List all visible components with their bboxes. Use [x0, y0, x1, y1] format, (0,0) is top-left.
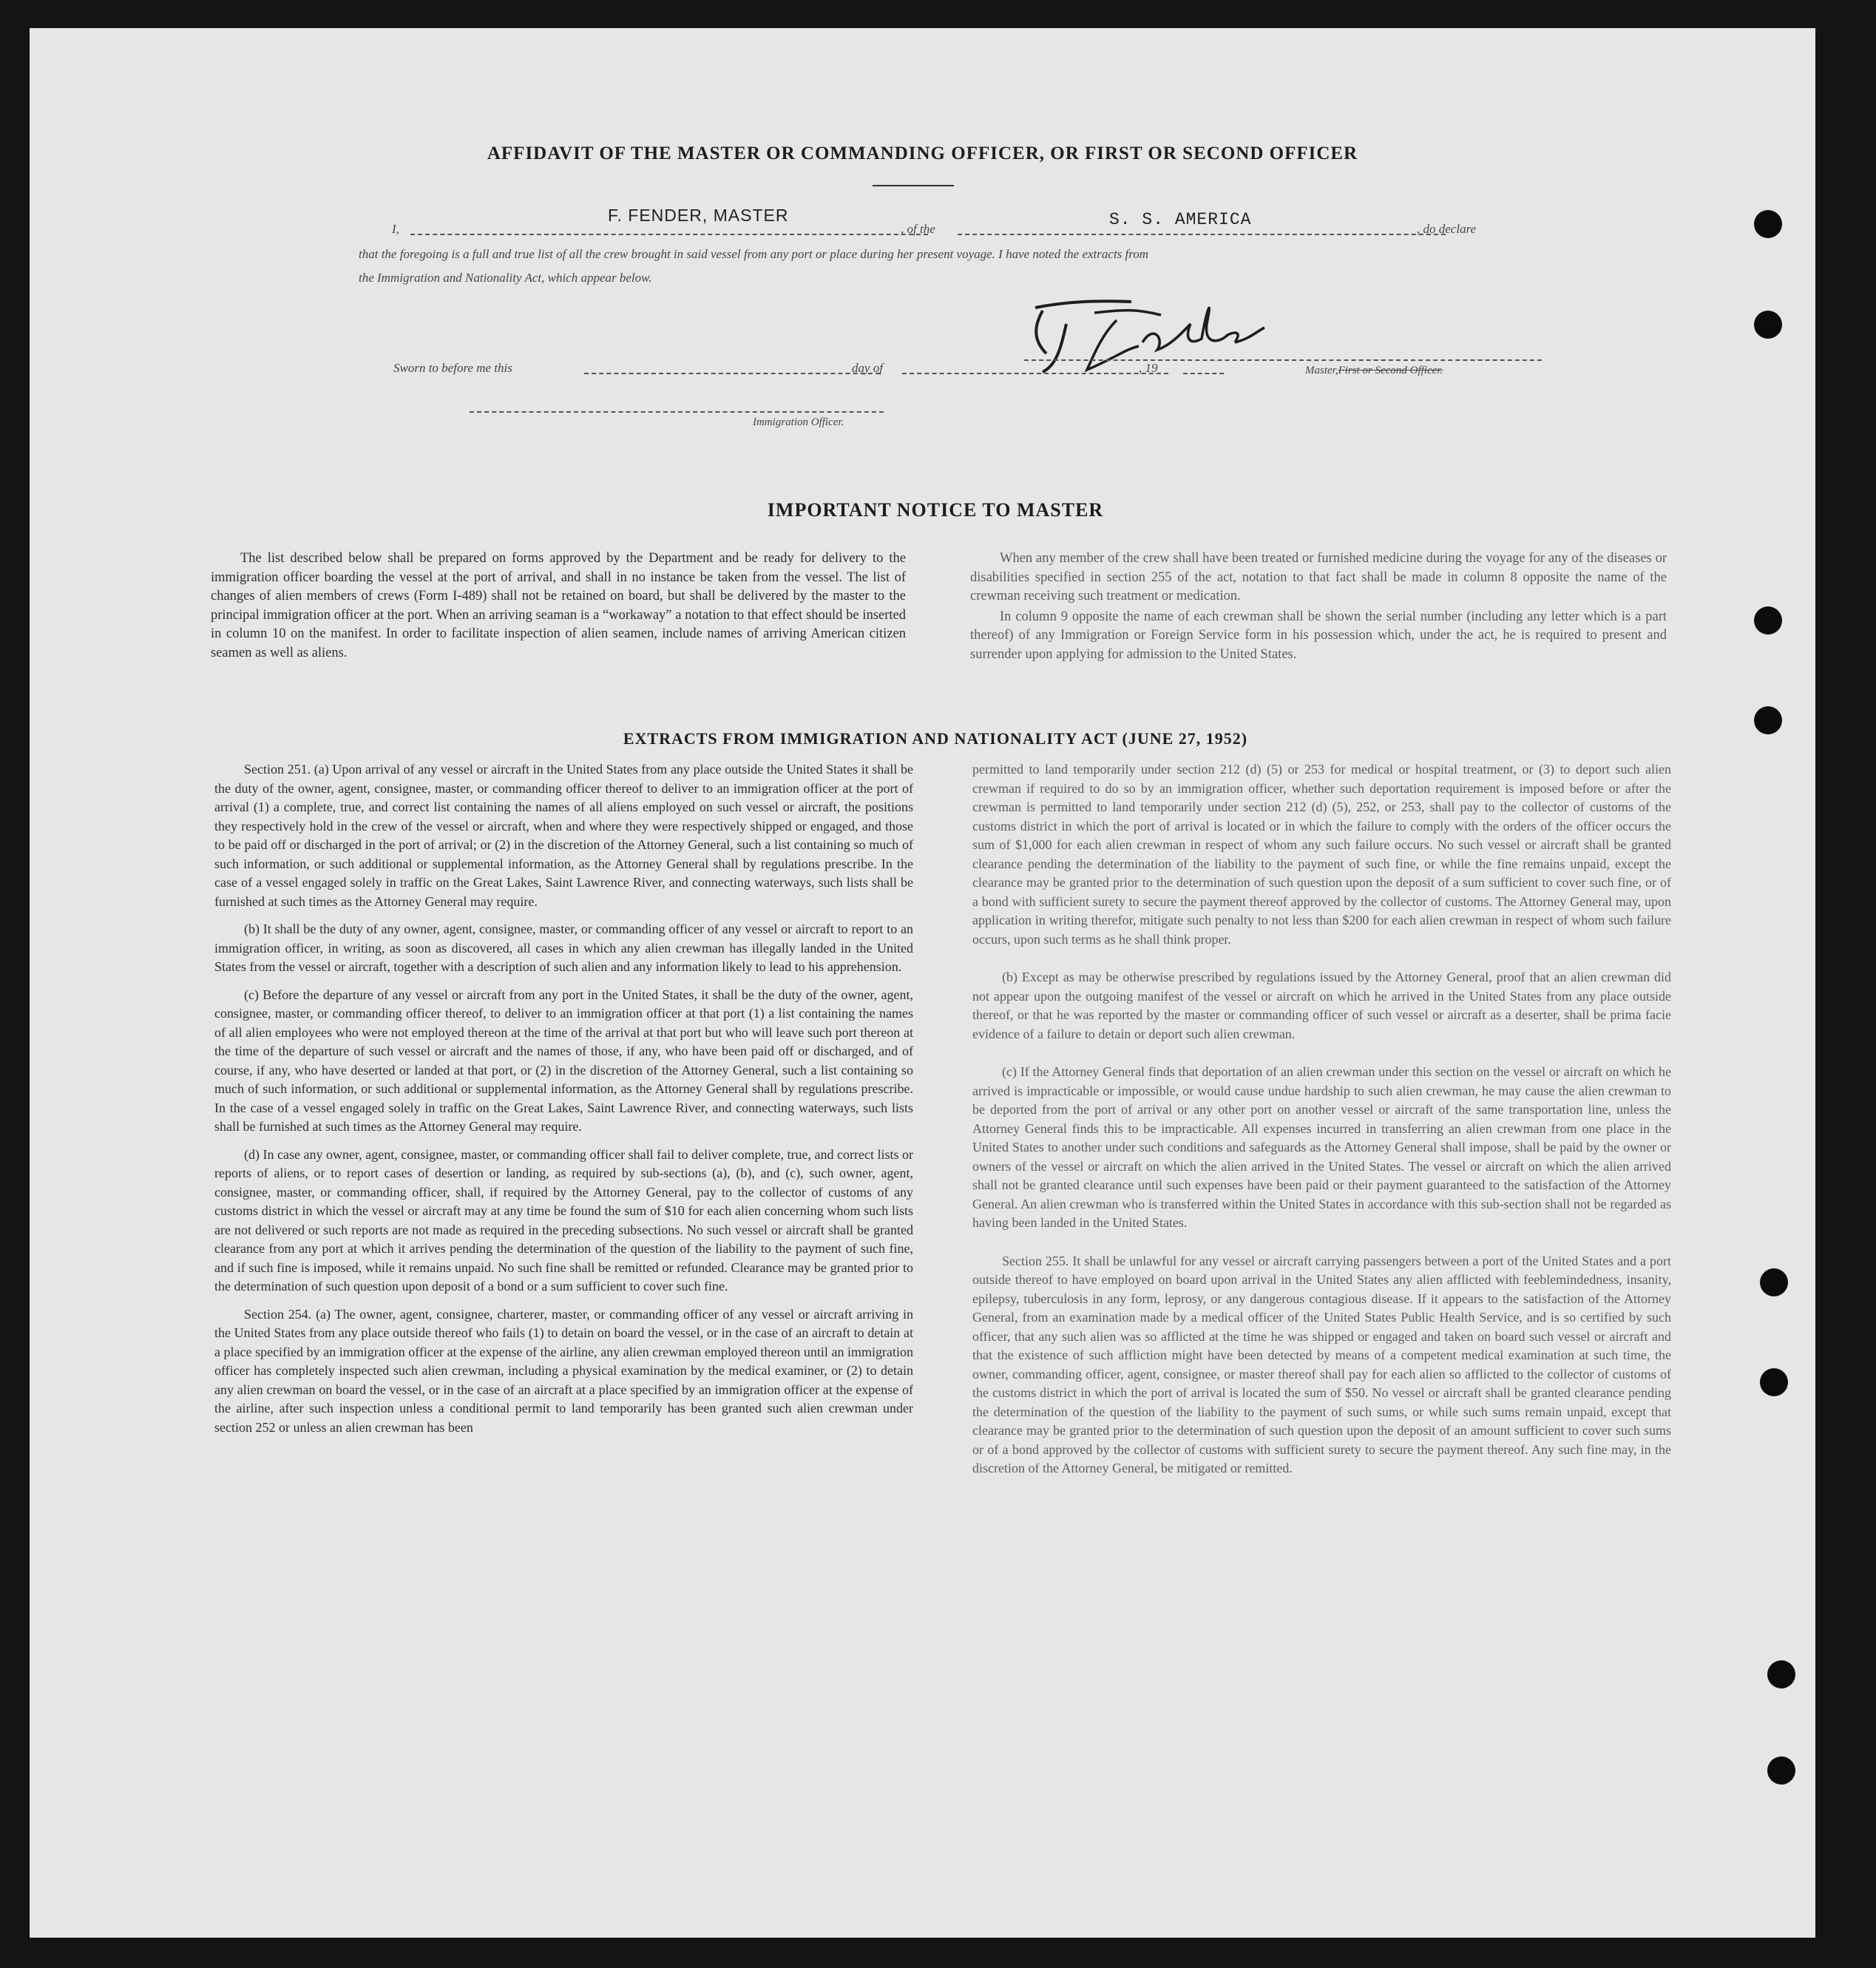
section-255: Section 255. It shall be unlawful for any vessel or aircraft carrying passengers between a port of the United States and a port outside thereof to have employed on board upon arrival in the United States any alien afflicted with feeblemindedness, insanity, epilepsy, tuberculosis in any form, leprosy, or any dangerous contagious disease. If it appears to the satisfaction of the Attorney General, from an examination made by a medical officer of the United States Public Health Service, and is so certified by such officer, that any such alien was so afflicted at the time he was shipped or engaged and taken on board such vessel or aircraft and that the existence of such affliction might have been detected by means of a competent medical examination at such time, the owner, commanding officer, agent, consignee, or master thereof shall pay for each alien so afflicted to the collector of customs of the customs district in which the port of arrival is located the sum of $50. No vessel or aircraft shall be granted clearance pending the determination of the question of the liability to the payment of such sums, or while such sums remain unpaid, except that clearance may be granted prior to the determination of such question upon the deposit of an amount sufficient to cover such sums or of a bond approved by the collector of customs with sufficient surety to secure the payment thereof. Any such fine may, in the discretion of the Attorney General, be mitigated or remitted. — [972, 1253, 1671, 1475]
section-251-d: (d) In case any owner, agent, consignee, master, or commanding officer shall fail to deliver complete, true, and correct lists or reports of aliens, or to report cases of desertion or landing, as required by sub-sections (a), (b), and (c), such owner, agent, consignee, master, or commanding officer, shall, if required by the Attorney General, pay to the collector of customs of any customs district in which the vessel or aircraft may at any time be found the sum of $10 for each alien concerning whom such lists are not delivered or such reports are not made as required in the preceding subsections. No such vessel or aircraft shall be granted clearance from any port at which it arrives pending the determination of the question of the liability to the payment of such fine, and if such fine is imposed, while it remains unpaid. No such fine shall be remitted or refunded. Clearance may be granted prior to the determination of such question upon deposit of a bond or a sum sufficient to cover such fine. — [214, 1146, 913, 1294]
year-label: , 19 — [1139, 361, 1158, 375]
binder-hole — [1754, 706, 1782, 734]
section-254-a-cont: permitted to land temporarily under section 212 (d) (5) or 253 for medical or hospital treatment, or (3) to deport such alien crewman if required to do so by an immigration officer, whether such deportation requirement is imposed before or after the crewman is permitted to land temporarily under section 212 (d) (5), 252, or 253, shall pay to the collector of customs of the customs district in which the port of arrival is located or in which the failure to comply with the orders of the officer occurs the sum of $1,000 for each alien crewman in respect of whom any such failure occurs. No such vessel or aircraft shall be granted clearance pending the determination of the liability to the payment of such fine, or while the fine remains unpaid, except the clearance may be granted prior to the determination of such question upon the deposit of a sum sufficient to cover such fine, or of a bond with sufficient surety to secure the payment thereof approved by the collector of customs. The Attorney General may, upon application in writing therefor, mitigate such penalty to not less than $200 for each alien crewman in respect of whom such failure occurs, upon such terms as he shall think proper. — [972, 762, 1671, 947]
sworn-label: Sworn to before me this — [393, 361, 512, 375]
notice-left-paragraph: The list described below shall be prepared on forms approved by the Department and be ready for delivery to the immigration officer boarding the vessel at the port of arrival, and shall in no instance be taken from the vessel. The list of changes of alien members of crews (Form I-489) shall not be retained on board, but shall be delivered by the master to the principal immigration officer at the port. When an arriving seaman is a “workaway” a notation to that effect should be inserted in column 10 on the manifest. In order to facilitate inspection of alien seamen, include names of arriving American citizen seamen as well as aliens. — [211, 551, 906, 660]
binder-hole — [1754, 311, 1782, 339]
section-254-c: (c) If the Attorney General finds that deportation of an alien crewman under this section on the vessel or aircraft on which he arrived is impracticable or impossible, or would cause undue hardship to such alien crewman, he may cause the alien crewman to be deported from the port of arrival or any other port on another vessel or aircraft of the same transportation line, unless the Attorney General finds this to be impracticable. All expenses incurred in transferring an alien crewman from one place in the United States to another under such conditions and safeguards as the Attorney General shall impose, shall be paid by the owner or owners of the vessel or aircraft on which the alien arrived in the United States. The vessel or aircraft on which the alien arrived shall not be granted clearance until such expenses have been paid or their payment guaranteed to the satisfaction of the Attorney General. An alien crewman who is transferred within the United States in accordance with this sub-section shall not be regarded as having been landed in the United States. — [972, 1064, 1671, 1230]
signer-caption-struck: First or Second Officer. — [1338, 365, 1443, 376]
signer-caption — [1305, 365, 1443, 377]
notice-title: IMPORTANT NOTICE TO MASTER — [767, 499, 1104, 521]
binder-hole — [1767, 1756, 1795, 1785]
vessel-name-value: S. S. AMERICA — [1109, 210, 1252, 229]
immigration-officer-line — [470, 411, 884, 413]
day-of-label: day of — [852, 361, 884, 375]
section-251-c: (c) Before the departure of any vessel or aircraft from any port in the United States, it shall be the duty of the owner, agent, consignee, master, or commanding officer thereof, to deliver to an immigration officer at that port (1) a list containing the names of all alien employees who were not employed thereon at the time of the arrival at that port but who will leave such port thereon at the time of the departure of such vessel or aircraft and the names of those, if any, who have been paid off or discharged, and of course, if any, who have deserted or landed at that port, or (2) in the discretion of the Attorney General, such a list containing so much of such information, or such additional or supplemental information, as the Attorney General shall by regulations prescribe. In the case of a vessel engaged solely in traffic on the Great Lakes, Saint Lawrence River, and connecting waterways, such lists shall be furnished at such times as the Attorney General may require. — [214, 987, 913, 1134]
binder-hole — [1760, 1368, 1788, 1396]
sworn-year-line — [1183, 373, 1224, 374]
master-name-value: F. FENDER, MASTER — [608, 206, 789, 225]
name-field-line — [410, 234, 928, 235]
signature — [1013, 280, 1309, 383]
binder-hole — [1760, 1268, 1788, 1296]
binder-hole — [1754, 606, 1782, 635]
immigration-officer-label: Immigration Officer. — [753, 416, 844, 428]
section-254-a: Section 254. (a) The owner, agent, consignee, charterer, master, or commanding officer of any vessel or aircraft arriving in the United States from any place outside thereof who fails (1) to detain on board the vessel, or in the case of an aircraft to detain at a place specified by an immigration officer at the expense of the airline, any alien crewman employed thereon until an immigration officer has completely inspected such alien crewman, including a physical examination by the medical examiner, or (2) to detain any alien crewman on board the vessel, or in the case of an aircraft at a place specified by an immigration officer at the expense of the airline, after such inspection unless a conditional permit to land temporarily has been granted such alien crewman under section 252 or unless an alien crewman has been — [214, 1306, 913, 1435]
section-251-a: Section 251. (a) Upon arrival of any vessel or aircraft in the United States from any place outside the United States it shall be the duty of the owner, agent, consignee, master, or commanding officer thereof to deliver to an immigration officer at the port of arrival (1) a complete, true, and correct list containing the names of all aliens employed on such vessel or aircraft, the positions they respectively hold in the crew of the vessel or aircraft, when and where they were respectively shipped or engaged, and those to be paid off or discharged in the port of arrival; or (2) in the discretion of the Attorney General, such a list containing so much of such information, or such additional or supplemental information, as the Attorney General shall by regulations prescribe. In the case of a vessel engaged solely in traffic on the Great Lakes, Saint Lawrence River, and connecting waterways, such lists shall be furnished at such times as the Attorney General may require. — [214, 762, 913, 909]
i-label: I, — [392, 222, 399, 236]
notice-left-column — [211, 550, 906, 672]
document-page — [30, 28, 1815, 1938]
section-254-b: (b) Except as may be otherwise prescribed by regulations issued by the Attorney General, proof that an alien crewman did not appear upon the outgoing manifest of the vessel or aircraft on which he arrived in the United States from any place outside thereof, or that he was reported by the master or commanding officer of such vessel or aircraft as a deserter, shall be prima facie evidence of a failure to detain or deport such alien crewman. — [972, 970, 1671, 1041]
vessel-field-line — [958, 234, 1446, 235]
affidavit-title: AFFIDAVIT OF THE MASTER OR COMMANDING OFFICER, OR FIRST OR SECOND OFFICER — [487, 143, 1358, 163]
title-divider — [873, 185, 954, 186]
sworn-month-line — [902, 373, 1168, 374]
do-declare-label: , do declare — [1417, 222, 1477, 236]
extracts-left-column — [214, 760, 913, 1446]
section-251-b: (b) It shall be the duty of any owner, agent, consignee, master, or commanding officer of any vessel or aircraft to report to an immigration officer, in writing, as soon as discovered, all cases in which any alien crewman has illegally landed in the United States from the vessel or aircraft, together with a description of such alien and any information likely to lead to his apprehension. — [214, 922, 913, 974]
signer-caption-master: Master, — [1305, 365, 1338, 376]
extracts-title: EXTRACTS FROM IMMIGRATION AND NATIONALITY ACT (JUNE 27, 1952) — [623, 729, 1248, 748]
extracts-right-column — [972, 760, 1671, 1487]
notice-right-column — [970, 550, 1667, 674]
signature-line — [1024, 359, 1542, 361]
declaration-line-2: the Immigration and Nationality Act, which appear below. — [359, 271, 652, 285]
notice-right-paragraph-2: In column 9 opposite the name of each crewman shall be shown the serial number (including any letter which is a part thereof) of any Immigration or Foreign Service form in his possession which, under the act, he is required to present and surrender upon applying for admission to the United States. — [970, 609, 1667, 662]
of-the-label: , of the — [901, 222, 935, 236]
notice-right-paragraph-1: When any member of the crew shall have been treated or furnished medicine during the voyage for any of the diseases or disabilities specified in section 255 of the act, notation to that fact shall be made in column 8 opposite the name of the crewman receiving such treatment or medication. — [970, 551, 1667, 604]
binder-hole — [1767, 1660, 1795, 1688]
binder-hole — [1754, 210, 1782, 238]
sworn-day-line — [584, 373, 880, 374]
declaration-line-1: that the foregoing is a full and true list of all the crew brought in said vessel from any port or place during her present voyage. I have noted the extracts from — [359, 247, 1149, 261]
